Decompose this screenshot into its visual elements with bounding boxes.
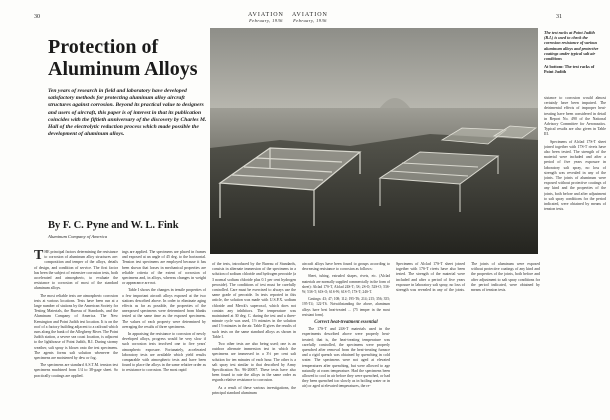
body-paragraph: Specimens of Alclad 17S-T sheet joined together with 17S-T rivets have also been tested. The strength of the material were included and after a period of five years exposure in laboratory salt spray, no loss of strength was revealed in any of the joints. The joints of aluminum were exposed without protective coatings of any kind and the properties of the joints, both before and after adjustment to salt spray conditions for the period indicated, were obtained by means of tension tests.: [396, 262, 540, 293]
body-column-1: [34, 250, 118, 418]
article-byline: By F. C. Pyne and W. L. Fink: [48, 220, 179, 231]
body-paragraph: Specimens of Alclad 17S-T sheet joined together with 17S-T rivets have also been tested. The strength of the material were included and after a period of five years exposure in laboratory salt spray, no loss of strength was revealed in any of the joints. The joints of aluminum were exposed without protective coatings of any kind and the properties of the joints, both before and after adjustment to salt spray conditions for the period indicated, were obtained by means of tension tests.: [544, 139, 606, 212]
body-column-3: [212, 262, 296, 418]
body-paragraph: of the tests, introduced by the Bureau of Standards, consists in alternate immersion of the specimens in a solution of sodium chloride and hydrogen peroxide (a 3 normal sodium chloride plus 0.1 per cent hydrogen peroxide). The conditions of test must be carefully controlled. Care must be exercised to always use the same grade of peroxide. In tests reported in this article, the solution was made with U.S.P.X. sodium chloride and Merck's superoxol, which does not contain any inhibitors. The temperature was maintained at 30 deg. C. during the test and a three-minute cycle was used, 1½ minutes in the solution and 1½ minutes in the air. Table II gives the results of such tests on the same standard alloys as shown in Table I.: [212, 262, 296, 339]
photo-caption-main: The test racks at Point Judith (R.I.) is used to check the corrosion resistance of various aluminum alloys and protective coatings under typical salt air conditions: [544, 30, 599, 62]
body-paragraph: sistance to corrosion would almost certainly have been impaired. The detrimental effects of improper heat-treating have been considered in detail in Report No. 490 of the National Advisory Committee for Aeronautics. Typical results are also given in Table III.: [544, 96, 606, 137]
body-paragraph: aircraft alloys have been found to groups according to decreasing resistance to corrosion as follows:: [302, 262, 390, 272]
body-paragraph: The specimens are standard A.S.T.M. tension test specimens machined from 1/4 to 38-gage sheet. So practically coatings are applied.: [34, 363, 118, 378]
body-column-6: [396, 262, 540, 418]
body-column-5: [544, 96, 606, 418]
photo-caption: [544, 30, 604, 75]
body-paragraph: HE principal factors determining the resistance to corrosion of aluminum alloy structures are: composition and temper of the alloys, details of design, and condition of service. The first factor has been the subject of extensive corrosion tests, both accelerated and atmospheric, to evaluate the resistance to corrosion of most of the standard aluminum alloys.: [34, 250, 118, 291]
photo-caption-sub: At bottom: The test racks of Point Judith: [544, 64, 595, 75]
body-paragraph: Sheet, tubing, extruded shapes, rivets, etc. (Alclad materials are normally supplied commercially in the form of sheet): Alclad 17S-T, Alclad 24S-T; 3S; 2S-O; 52S-O; 53S-W; 53S-T; 61S-O; 61S-W; 61S-T; 17S-T; 24S-T.: [302, 274, 390, 295]
body-paragraph: As a result of these various investigations, the principal standard aluminum: [212, 385, 296, 395]
right-page-number: 31: [556, 14, 562, 20]
left-page-number: 30: [34, 14, 40, 20]
body-column-4: [302, 262, 390, 418]
body-paragraph: Table I shows the changes in tensile properties of a few important aircraft alloys exposed at the two stations described above. In order to eliminate aging effects as far as possible, the properties of the unexposed specimens were determined from blanks tested at the same time as the exposed specimens. The values of each property were determined by averaging the results of three specimens.: [122, 288, 206, 329]
section-subhead: Correct heat-treatment essential: [314, 320, 378, 326]
running-head-left: [248, 12, 284, 24]
author-affiliation: Aluminum Company of America: [48, 234, 107, 239]
body-paragraph: Castings: 43; 47; 108; 112; 195-T6; 214; 215; 356; 355; 195-T4; 122-T6. Notwithstanding the above, aluminum alloys have best heat-treated ... (75 temper in the most resistant form).: [302, 297, 390, 317]
body-paragraph: ings are applied. The specimens are placed in frames and exposed at an angle of 45 deg. to the horizontal. Tension test specimens are employed because it has been shown that losses in mechanical properties are reliable criteria of the extent of corrosion of specimens and, in alloys, whereas changes in weight or appearance are not.: [122, 250, 206, 286]
body-paragraph: In appraising the resistance to corrosion of newly developed alloys, progress would be very slow if such corrosion tests involved one to five years' atmospheric exposure. Fortunately, accelerated laboratory tests are available which yield results comparable with atmospheric tests and have been found to place the alloys in the same relative order as to resistance to corrosion. The most rapid: [122, 332, 206, 373]
test-racks-photo-svg: [210, 28, 538, 254]
running-head-right: [292, 12, 328, 24]
drop-cap: T: [34, 250, 44, 263]
body-paragraph: The 17S-T and 24S-T materials used in the experiments described above were properly heat-treated; that is, the heat-treating temperature was carefully controlled, the specimens were properly quenched after removal from the heat-treating furnace and a rigid quench was obtained by quenching in cold water. The specimens were not aged at elevated temperatures after quenching, but were allowed to age naturally at room temperature. Had the specimens been allowed to cool in air before they were quenched, or had they been quenched too slowly as in boiling water or in air) or aged at elevated temperatures, the re-: [302, 327, 390, 389]
running-head-magazine: AVIATION: [292, 12, 328, 18]
article-title: Protection of Aluminum Alloys: [48, 36, 198, 80]
running-head-date: February, 1936: [293, 18, 327, 23]
body-paragraph: The most reliable tests are atmospheric corrosion tests at various locations. Tests have been run at a large number of stations by the American Society for Testing Materials, the Bureau of Standards, and the Aluminum Company of America. The New Kensington and Point Judith test location. It is on the roof of a factory building adjacent to a railroad which runs along the bank of the Allegheny River. The Point Judith station, a severe sea coast location, is adjacent to the lighthouse of Point Judith, R.I. During stormy weather, salt spray is blown onto the test specimens. The agents forms salt solution whenever the specimens are moistened by dew or fog.: [34, 293, 118, 361]
running-head-date: February, 1936: [249, 18, 283, 23]
body-paragraph: Two other tests are also being used; one is an outdoor alternate immersion test in which the specimens are immersed in a 3½ per cent salt solution for ten minutes of each hour. The other is a salt spray test similar to that described by Army Specification No. 96-20007. These tests have also been found to rate the alloys in the same order as regards relative resistance to corrosion.: [212, 342, 296, 383]
test-racks-photo: [210, 28, 538, 254]
body-column-2: [122, 250, 206, 418]
article-lead: Ten years of research in field and laboratory have developed satisfactory methods for protecting aluminum alloy aircraft structures against corrosion. Beyond its practical value to designers and users of aircraft, this paper is of interest in that its publication coincides with the fiftieth anniversary of the discovery by Charles M. Hall of the electrolytic reduction process which made possible the development of aluminum alloys.: [48, 88, 207, 138]
running-head-magazine: AVIATION: [248, 12, 284, 18]
